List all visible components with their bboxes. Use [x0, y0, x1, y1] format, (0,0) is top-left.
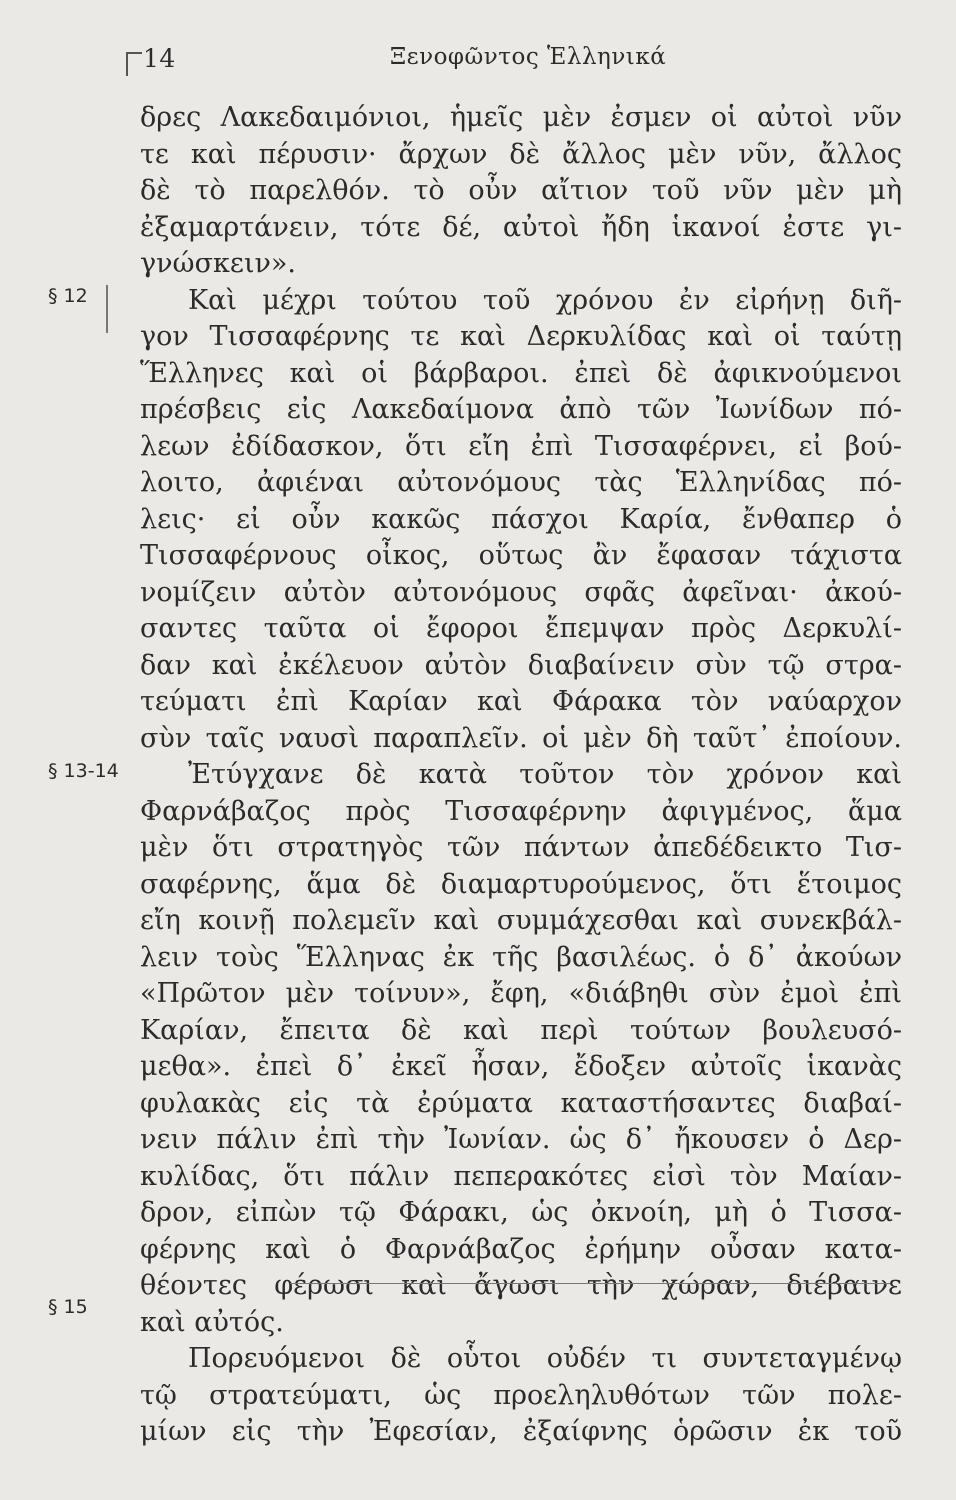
text-line: καὶ αὐτός.: [140, 1306, 284, 1338]
text-line: Τισσαφέρνους οἶκος, οὕτως ἂν ἔφασαν τάχιστα: [140, 540, 902, 571]
pencil-corner-mark: [126, 52, 142, 76]
text-line: δαν καὶ ἐκέλευον αὐτὸν διαβαίνειν σὺν τῷ στρα-: [140, 649, 902, 681]
text-line: μίων εἰς τὴν Ἐφεσίαν, ἐξαίφνης ὁρῶσιν ἐκ τοῦ: [140, 1416, 902, 1447]
text-line: θέοντες φέρωσι καὶ ἄγωσι τὴν χώραν, διέβαινε: [140, 1270, 902, 1301]
text-line: Καὶ μέχρι τούτου τοῦ χρόνου ἐν εἰρήνῃ διῆ-: [188, 284, 902, 316]
text-line: νομίζειν αὐτὸν αὐτονόμους σφᾶς ἀφεῖναι· ἀκού-: [140, 576, 902, 608]
text-line: πρέσβεις εἰς Λακεδαίμονα ἀπὸ τῶν Ἰωνίδων πό-: [140, 394, 902, 425]
text-line: Πορευόμενοι δὲ οὗτοι οὐδέν τι συντεταγμένῳ: [188, 1343, 902, 1374]
text-line: Ἕλληνες καὶ οἱ βάρβαροι. ἐπεὶ δὲ ἀφικνούμενοι: [140, 357, 902, 389]
text-line: νειν πάλιν ἐπὶ τὴν Ἰωνίαν. ὡς δ᾽ ἤκουσεν ὁ Δερ-: [140, 1124, 902, 1155]
text-line: μεθα». ἐπεὶ δ᾽ ἐκεῖ ἦσαν, ἔδοξεν αὐτοῖς ἱκανὰς: [140, 1051, 902, 1082]
text-line: δρες Λακεδαιμόνιοι, ἡμεῖς μὲν ἐσμεν οἱ αὐτοὶ νῦν: [140, 102, 902, 133]
text-line: σὺν ταῖς ναυσὶ παραπλεῖν. οἱ μὲν δὴ ταῦτ᾽ ἐποίουν.: [140, 722, 902, 754]
text-line: Καρίαν, ἔπειτα δὲ καὶ περὶ τούτων βουλευσό-: [140, 1014, 902, 1046]
text-line: τεύματι ἐπὶ Καρίαν καὶ Φάρακα τὸν ναύαρχον: [140, 686, 902, 717]
text-line: λεις· εἰ οὖν κακῶς πάσχοι Καρία, ἔνθαπερ ὁ: [140, 503, 902, 535]
text-line: σαντες ταῦτα οἱ ἔφοροι ἔπεμψαν πρὸς Δερκυλί-: [140, 613, 902, 644]
section-marker-13-14: § 13-14: [48, 760, 119, 782]
text-line: δρον, εἰπὼν τῷ Φάρακι, ὡς ὀκνοίη, μὴ ὁ Τισσα-: [140, 1197, 902, 1228]
section-marker-12: § 12: [48, 285, 88, 307]
text-line: κυλίδας, ὅτι πάλιν πεπερακότες εἰσὶ τὸν Μαίαν-: [140, 1160, 902, 1192]
section-marker-15: § 15: [48, 1296, 88, 1318]
text-line: σαφέρνης, ἅμα δὲ διαμαρτυρούμενος, ὅτι ἕτοιμος: [140, 868, 902, 900]
running-header: [0, 40, 956, 80]
text-line: Φαρνάβαζος πρὸς Τισσαφέρνην ἀφιγμένος, ἅμα: [140, 795, 902, 827]
text-line: Ἐτύγχανε δὲ κατὰ τοῦτον τὸν χρόνον καὶ: [188, 759, 902, 790]
pencil-bracket-mark: [106, 285, 118, 333]
body-text: [140, 100, 902, 1451]
text-line: λειν τοὺς Ἕλληνας ἐκ τῆς βασιλέως. ὁ δ᾽ ἀκούων: [140, 941, 902, 973]
pencil-underline-mark: [290, 1283, 890, 1284]
text-line: μὲν ὅτι στρατηγὸς τῶν πάντων ἀπεδέδεικτο Τισ-: [140, 832, 902, 863]
text-line: λεων ἐδίδασκον, ὅτι εἴη ἐπὶ Τισσαφέρνει, εἰ βού-: [140, 430, 902, 462]
text-line: τε καὶ πέρυσιν· ἄρχων δὲ ἄλλος μὲν νῦν, ἄλλος: [140, 138, 902, 170]
text-line: εἴη κοινῇ πολεμεῖν καὶ συμμάχεσθαι καὶ συνεκβάλ-: [140, 905, 902, 936]
text-line: «Πρῶτον μὲν τοίνυν», ἔφη, «διάβηθι σὺν ἐμοὶ ἐπὶ: [140, 978, 902, 1009]
text-line: τῷ στρατεύματι, ὡς προεληλυθότων τῶν πολε-: [140, 1379, 902, 1411]
text-line: φυλακὰς εἰς τὰ ἐρύματα καταστήσαντες διαβαί-: [140, 1087, 902, 1119]
text-line: φέρνης καὶ ὁ Φαρνάβαζος ἐρήμην οὖσαν κατα-: [140, 1233, 902, 1265]
page-number: 14: [143, 44, 176, 73]
text-line: γνώσκειν».: [140, 248, 296, 279]
text-line: λοιτο, ἀφιέναι αὐτονόμους τὰς Ἑλληνίδας πό-: [140, 467, 902, 498]
text-line: ἐξαμαρτάνειν, τότε δέ, αὐτοὶ ἤδη ἱκανοί ἐστε γι-: [140, 211, 902, 243]
text-line: γον Τισσαφέρνης τε καὶ Δερκυλίδας καὶ οἱ ταύτῃ: [140, 321, 902, 352]
running-title: Ξενοφῶντος Ἑλληνικά: [390, 44, 667, 70]
text-line: δὲ τὸ παρελθόν. τὸ οὖν αἴτιον τοῦ νῦν μὲν μὴ: [140, 175, 902, 206]
